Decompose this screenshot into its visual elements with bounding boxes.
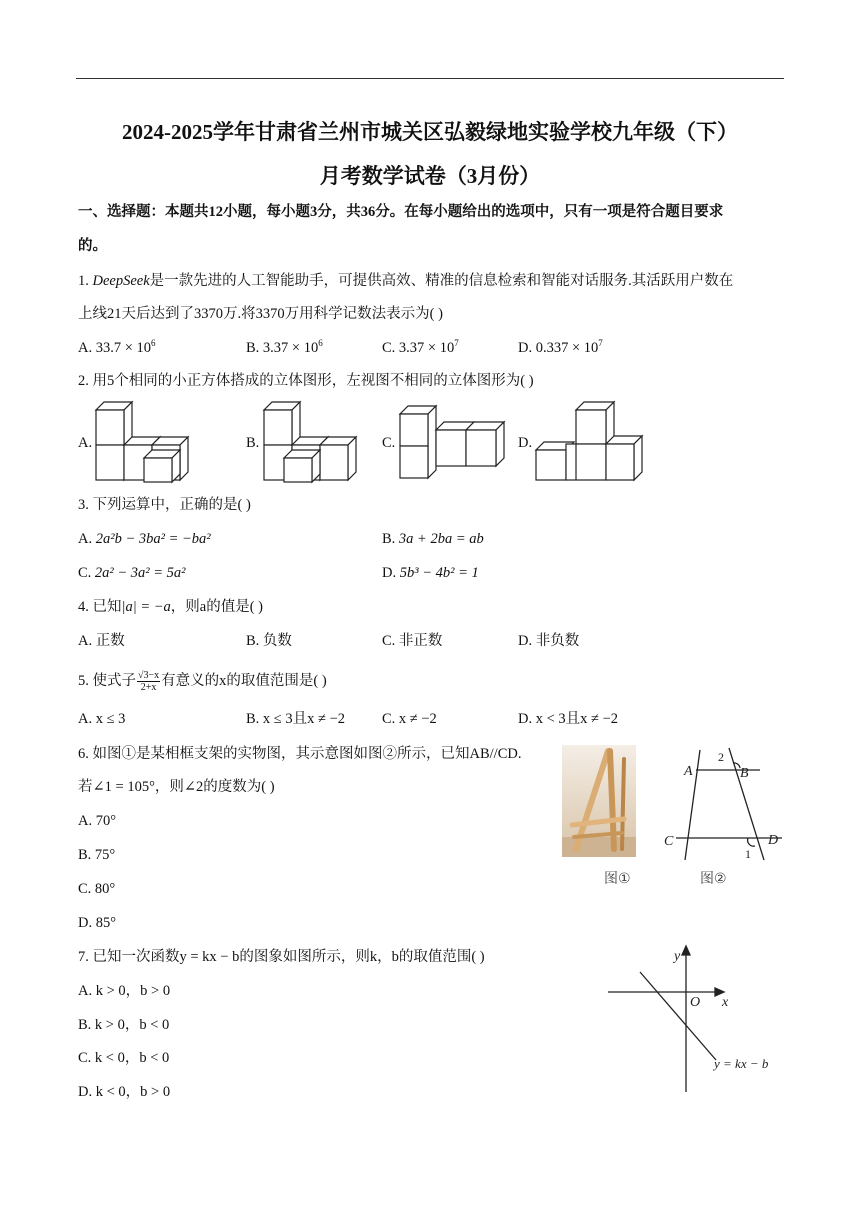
label-a: A — [684, 764, 693, 779]
q7-option-d[interactable]: D. k < 0，b > 0 — [78, 1084, 171, 1100]
figure1-caption: 图① — [604, 871, 631, 887]
q6-option-c[interactable]: C. 80° — [78, 881, 116, 897]
q6-stem-line2: 若∠1 = 105°，则∠2的度数为( ) — [78, 779, 275, 795]
q2-option-b-label[interactable]: B. — [246, 435, 260, 451]
q5-option-b[interactable]: B. x ≤ 3且x ≠ −2 — [246, 711, 346, 727]
q5-stem: 5. 使式子 $\frac{√3-x}{2+x}$ 有意义的x的取值范围是( ) — [78, 670, 327, 693]
q7-stem: 7. 已知一次函数y = kx − b的图象如图所示，则k，b的取值范围( ) — [78, 949, 485, 965]
q5-option-a[interactable]: A. x ≤ 3 — [78, 711, 126, 727]
q4-option-b[interactable]: B. 负数 — [246, 633, 292, 649]
q7-option-a[interactable]: A. k > 0，b > 0 — [78, 983, 171, 999]
q4-stem: 4. 已知|a| = −a，则a的值是( ) — [78, 599, 264, 615]
q1-stem-line2: 上线21天后达到了3370万.将3370万用科学记数法表示为( ) — [78, 306, 443, 322]
q1-stem-rest: 是一款先进的人工智能助手，可提供高效、精准的信息检索和智能对话服务.其活跃用户数在 — [149, 273, 734, 289]
q1-number: 1. — [78, 273, 89, 289]
page-title-line2: 月考数学试卷（3月份） — [319, 164, 541, 188]
q2-option-a-label[interactable]: A. — [78, 435, 93, 451]
q1-option-b[interactable]: B. $3.37 \times 10^6$ — [246, 338, 323, 356]
parallel-lines-diagram — [660, 744, 786, 864]
q4-option-a[interactable]: A. 正数 — [78, 633, 125, 649]
q2-option-c-label[interactable]: C. — [382, 435, 396, 451]
q4-option-c[interactable]: C. 非正数 — [382, 633, 443, 649]
figure2-caption: 图② — [700, 871, 727, 887]
y-axis-label: y — [674, 949, 681, 964]
q3-option-d[interactable]: D. 5b³ − 4b² = 1 — [382, 565, 479, 581]
line-equation-label: y = kx − b — [714, 1056, 769, 1071]
q6-option-b[interactable]: B. 75° — [78, 847, 116, 863]
q2-cube-figure-c — [398, 400, 508, 484]
q6-option-a[interactable]: A. 70° — [78, 813, 117, 829]
q1-brand: DeepSeek — [92, 273, 150, 289]
q3-option-c[interactable]: C. 2a² − 3a² = 5a² — [78, 565, 186, 581]
y-axis-arrow — [682, 946, 690, 955]
header-rule — [76, 78, 784, 79]
section-instruction-line2: 的。 — [78, 238, 107, 254]
q2-cube-figure-b — [262, 400, 362, 484]
q1-option-d[interactable]: D. $0.337 \times 10^7$ — [518, 338, 603, 356]
label-d: D — [768, 833, 779, 848]
label-angle-2: 2 — [718, 750, 724, 764]
label-c: C — [664, 834, 674, 849]
x-axis-label: x — [722, 995, 729, 1010]
label-b: B — [740, 766, 749, 781]
q3-option-b[interactable]: B. 3a + 2ba = ab — [382, 531, 484, 547]
q2-stem: 2. 用5个相同的小正方体搭成的立体图形，左视图不相同的立体图形为( ) — [78, 373, 534, 389]
q1-option-a[interactable]: A. $33.7 \times 10^6$ — [78, 338, 156, 356]
linear-function-graph — [604, 942, 788, 1098]
q1-stem-line1 — [78, 272, 733, 290]
q1-option-c[interactable]: C. $3.37 \times 10^7$ — [382, 338, 459, 356]
q6-option-d[interactable]: D. 85° — [78, 915, 117, 931]
q2-cube-figure-d — [534, 398, 644, 484]
q2-option-d-label[interactable]: D. — [518, 435, 533, 451]
q2-cube-figure-a — [94, 400, 194, 484]
q5-option-d[interactable]: D. x < 3且x ≠ −2 — [518, 711, 619, 727]
page-title-line1: 2024-2025学年甘肃省兰州市城关区弘毅绿地实验学校九年级（下） — [122, 120, 738, 144]
label-angle-1: 1 — [745, 847, 751, 861]
q3-option-a[interactable]: A. 2a²b − 3ba² = −ba² — [78, 531, 211, 547]
q5-fraction: $\frac{√3-x}{2+x}$ — [138, 670, 160, 693]
q3-stem: 3. 下列运算中，正确的是( ) — [78, 497, 251, 513]
q6-stem-line1: 6. 如图①是某相框支架的实物图，其示意图如图②所示，已知AB//CD. — [78, 746, 522, 762]
q4-option-d[interactable]: D. 非负数 — [518, 633, 580, 649]
function-line — [640, 972, 716, 1060]
q5-option-c[interactable]: C. x ≠ −2 — [382, 711, 437, 727]
origin-label: O — [690, 995, 701, 1010]
section-instruction-line1: 一、选择题：本题共12小题，每小题3分，共36分。在每小题给出的选项中，只有一项是符合题目要求 — [78, 204, 724, 220]
easel-photo — [562, 745, 636, 857]
q7-option-c[interactable]: C. k < 0，b < 0 — [78, 1050, 170, 1066]
q7-option-b[interactable]: B. k > 0，b < 0 — [78, 1017, 170, 1033]
